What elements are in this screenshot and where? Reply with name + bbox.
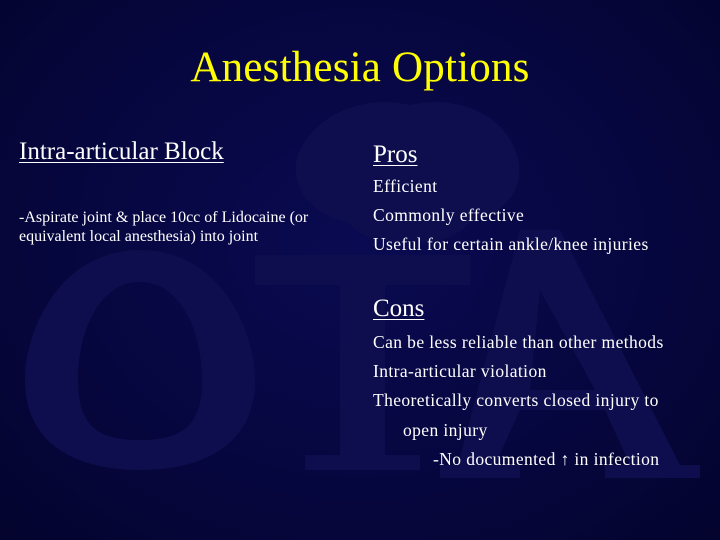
intra-articular-block-heading: Intra-articular Block <box>19 138 224 165</box>
pros-item: Efficient <box>373 176 438 196</box>
cons-item: Theoretically converts closed injury to <box>373 390 659 411</box>
cons-item-continuation: open injury <box>403 419 488 440</box>
watermark-letter-o <box>25 250 255 470</box>
procedure-description: -Aspirate joint & place 10cc of Lidocaine (or equivalent local anesthesia) into joint <box>19 209 309 245</box>
pros-heading: Pros <box>373 141 418 168</box>
cons-subitem: -No documented ↑ in infection <box>433 448 660 469</box>
pros-item: Commonly effective <box>373 205 525 226</box>
cons-item: Intra-articular violation <box>373 361 547 382</box>
cons-heading: Cons <box>373 295 425 322</box>
pros-list <box>373 172 649 260</box>
cons-list <box>373 328 664 474</box>
slide-title: Anesthesia Options <box>190 44 530 91</box>
pros-item: Useful for certain ankle/knee injuries <box>373 234 649 255</box>
cons-item: Can be less reliable than other methods <box>373 332 664 352</box>
